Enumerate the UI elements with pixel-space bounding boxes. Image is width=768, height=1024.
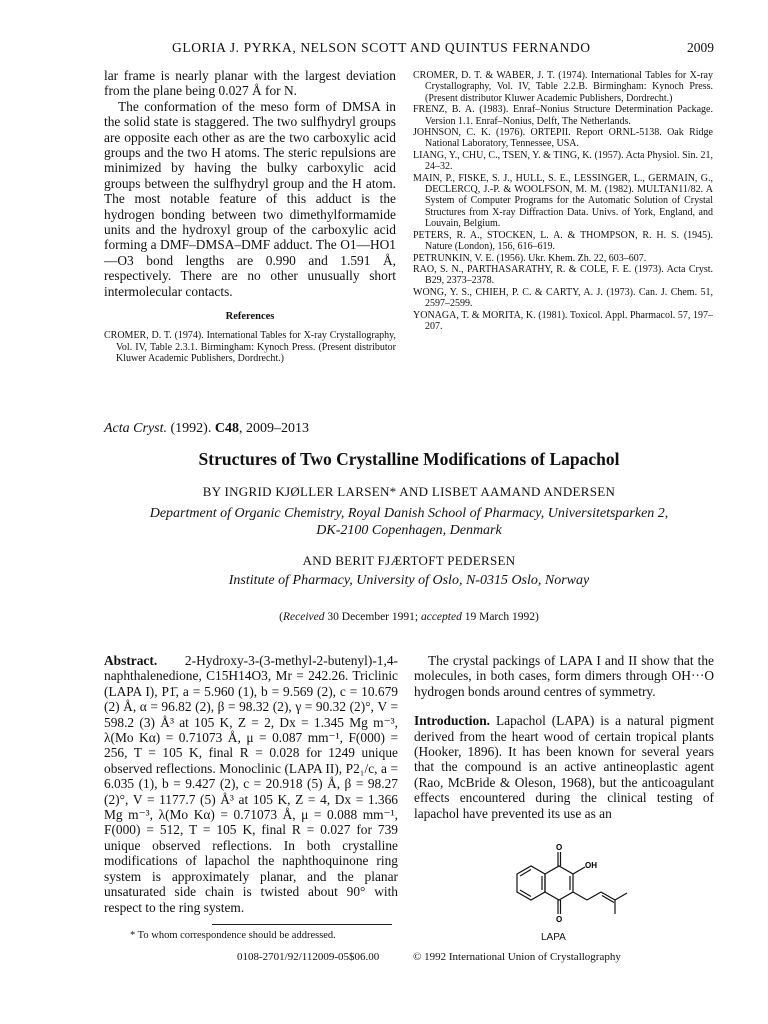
- footnote-divider: [212, 924, 392, 925]
- author-byline: AND BERIT FJÆRTOFT PEDERSEN: [302, 553, 516, 568]
- journal-pages: , 2009–2013: [238, 421, 309, 436]
- reference-entry: PETRUNKIN, V. E. (1956). Ukr. Khem. Zh. 22, 603–607.: [413, 252, 647, 264]
- article-title: Structures of Two Crystalline Modifications of Lapachol: [198, 449, 620, 469]
- prev-article-paragraph: lar frame is nearly planar with the largest deviation from the plane being 0.027 Å for N.: [104, 68, 396, 99]
- abstract-heading: Abstract.: [104, 653, 158, 668]
- author-byline: BY INGRID KJØLLER LARSEN* AND LISBET AAMAND ANDERSEN: [202, 484, 616, 499]
- abstract-paragraph: [104, 653, 398, 915]
- introduction-heading: Introduction.: [414, 713, 491, 729]
- journal-year: (1992).: [167, 421, 215, 436]
- hydroxyl-label: OH: [585, 861, 597, 870]
- reference-entry: CROMER, D. T. (1974). International Tables for X-ray Crystallography, Vol. IV, Table 2.3.1. Birmingham: Kynoch Press. (Present distributor Kluwer Academic Publishers, Dordrecht.): [104, 330, 396, 364]
- running-head-authors: GLORIA J. PYRKA, NELSON SCOTT AND QUINTUS FERNANDO: [172, 40, 591, 55]
- prev-article-left-column: [104, 68, 396, 364]
- running-head: [104, 40, 714, 58]
- page-number: 2009: [687, 40, 714, 55]
- reference-entry: PETERS, R. A., STOCKEN, L. A. & THOMPSON, R. H. S. (1945). Nature (London), 156, 616–619.: [413, 229, 713, 253]
- quinone-ring: [545, 866, 573, 900]
- oxygen-label: O: [556, 843, 563, 852]
- intro-column: [414, 653, 714, 821]
- received-date: 30 December 1991;: [324, 611, 421, 623]
- footer-code: 0108-2701/92/112009-05$06.00: [237, 951, 380, 963]
- affiliation-line: DK-2100 Copenhagen, Denmark: [316, 523, 502, 538]
- reference-entry: JOHNSON, C. K. (1976). ORTEPII. Report ORNL-5138. Oak Ridge National Laboratory, Tennessee, USA.: [413, 127, 713, 150]
- received-dates: (Received 30 December 1991; accepted 19 March 1992): [279, 611, 539, 623]
- accepted-date: 19 March 1992): [461, 611, 539, 623]
- affiliation: [104, 505, 714, 539]
- footer-copyright: © 1992 International Union of Crystallography: [413, 951, 621, 963]
- abstract-text: 2-Hydroxy-3-(3-methyl-2-butenyl)-1,4-naphthalenedione, C15H14O3, Mr = 242.26. Triclinic (LAPA I), P1̄, a = 5.960 (1), b = 9.569 (2), c = 10.679 (2) Å, α = 96.82 (2), β = 98.32 (2), γ = 90.32 (2)°, V = 598.2 (3) Å³ at 105 K, Z = 2, Dx = 1.345 Mg m⁻³, λ(Mo Kα) = 0.71073 Å, μ = 0.087 mm⁻¹, F(000) = 256, T = 105 K, final R = 0.028 for 1249 unique observed reflections. Monoclinic (LAPA II), P2₁/c, a = 6.035 (1), b = 9.427 (2), c = 20.918 (5) Å, β = 98.27 (2)°, V = 1177.7 (5) Å³ at 105 K, Z = 4, Dx = 1.366 Mg m⁻³, λ(Mo Kα) = 0.71073 Å, μ = 0.088 mm⁻¹, F(000) = 512, T = 105 K, final R = 0.027 for 739 unique observed reflections. In both crystalline modifications of lapachol the naphthoquinone ring system is approximately planar, and the planar unsaturated side chain is twisted about 90° with respect to the ring system.: [104, 653, 398, 915]
- prev-article-right-references: [413, 70, 713, 332]
- lapachol-structure-figure: [495, 840, 635, 936]
- references-heading: References: [225, 311, 275, 323]
- reference-entry: MAIN, P., FISKE, S. J., HULL, S. E., LESSINGER, L., GERMAIN, G., DECLERCQ, J.-P. & WOOLFSON, M. M. (1982). MULTAN11/82. A System of Computer Programs for the Automatic Solution of Crystal Structures from X-ray Diffraction Data. Univs. of York, England, and Louvain, Belgium.: [413, 172, 713, 230]
- journal-volume: C48: [214, 421, 239, 436]
- abstract-continuation: The crystal packings of LAPA I and II show that the molecules, in both cases, form dimers through OH···O hydrogen bonds around centres of symmetry.: [414, 653, 714, 699]
- figure-caption: LAPA: [541, 932, 566, 943]
- benzene-ring: [517, 866, 545, 900]
- journal-citation: [104, 421, 309, 437]
- oxygen-label: O: [556, 915, 563, 924]
- affiliation: Institute of Pharmacy, University of Oslo, N-0315 Oslo, Norway: [228, 573, 590, 588]
- prev-article-paragraph: The conformation of the meso form of DMSA in the solid state is staggered. The two sulfhydryl groups are opposite each other as are the two carboxylic acid groups and the two H atoms. The steric repulsions are minimized by having the bulky carboxylic acid groups between the sulfhydryl group and the H atom. The most notable feature of this adduct is the hydrogen bonding between two dimethylformamide units and the hydroxyl group of the carboxylic acid forming a DMF–DMSA–DMF adduct. The O1—HO1—O3 bond lengths are 0.990 and 1.591 Å, respectively. There are no other unusually short intermolecular contacts.: [104, 98, 396, 299]
- introduction-paragraph: [414, 713, 714, 821]
- affiliation-line: Department of Organic Chemistry, Royal Danish School of Pharmacy, Universitetsparken 2,: [149, 506, 669, 521]
- accepted-label: accepted: [420, 611, 462, 623]
- reference-entry: FRENZ, B. A. (1983). Enraf–Nonius Structure Determination Package. Version 1.1. Enraf–Nonius, Delft, The Netherlands.: [413, 104, 713, 127]
- reference-entry: RAO, S. N., PARTHASARATHY, R. & COLE, F. E. (1973). Acta Cryst. B29, 2373–2378.: [413, 263, 713, 287]
- received-label: Received: [283, 611, 325, 623]
- reference-entry: YONAGA, T. & MORITA, K. (1981). Toxicol. Appl. Pharmacol. 57, 197–207.: [413, 309, 713, 332]
- abstract-column: [104, 653, 398, 915]
- footnote: * To whom correspondence should be addressed.: [130, 930, 336, 941]
- journal-name: Acta Cryst.: [104, 421, 167, 436]
- introduction-text: Lapachol (LAPA) is a natural pigment derived from the heart wood of certain tropical plants (Hooker, 1896). It has been known for several years that the compound is an active antineoplastic agent (Rao, McBride & Oleson, 1968), but the anticoagulant effects encountered during the clinical testing of lapachol have prevented its use as an: [414, 713, 714, 821]
- reference-entry: WONG, Y. S., CHIEH, P. C. & CARTY, A. J. (1973). Can. J. Chem. 51, 2597–2599.: [413, 286, 713, 310]
- reference-entry: LIANG, Y., CHU, C., TSEN, Y. & TING, K. (1957). Acta Physiol. Sin. 21, 24–32.: [413, 149, 713, 173]
- reference-entry: CROMER, D. T. & WABER, J. T. (1974). International Tables for X-ray Crystallography, Vol. IV, Table 2.2.B. Birmingham: Kynoch Press. (Present distributor Kluwer Academic Publishers, Dordrecht.): [413, 70, 713, 104]
